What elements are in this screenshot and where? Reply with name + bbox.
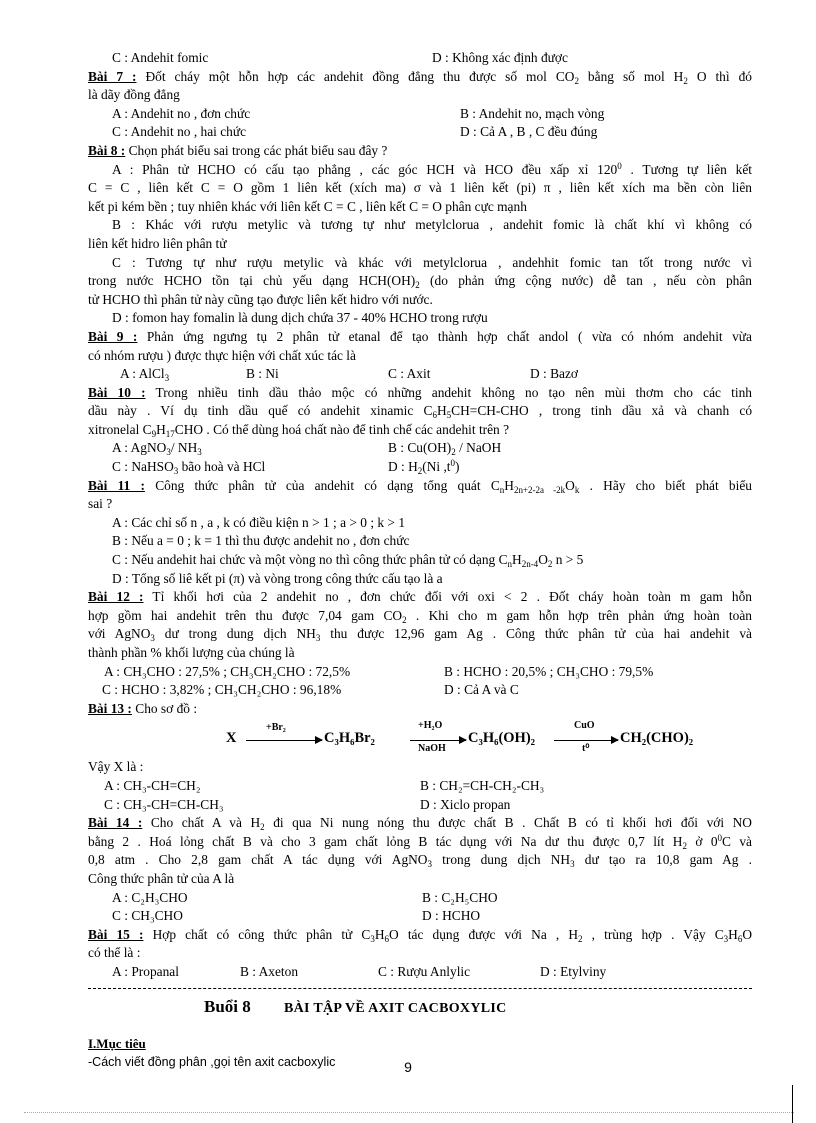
b8-label: Bài 8 : [88, 142, 126, 158]
b11-option-a: A : Các chỉ số n , a , k có điều kiện n > 1 ; a > 0 ; k > 1 [112, 514, 406, 530]
b11-option-d: D : Tổng số liê kết pi (π) và vòng trong công thức cấu tạo là a [112, 570, 443, 586]
b13-option-b: B : CH₂=CH-CH₂-CH₃ [420, 777, 545, 793]
b7-option-d: D : Cả A , B , C đều đúng [460, 124, 598, 140]
page-bottom-border [24, 1112, 794, 1113]
b10-question-cont1: dầu này . Ví dụ tinh dầu quế có andehit xinamic $C_6H_5CH=CH$-CHO , trong tinh dầu xả và chanh có [88, 403, 753, 421]
b10-option-d: D : $H_2(Ni$ $,t^0$) [388, 458, 460, 477]
q6-options-row [88, 49, 752, 68]
scheme-arrow-1 [246, 740, 322, 741]
b14-option-c: C : CH₃CHO [112, 908, 183, 924]
b15-label: Bài 15 : [88, 926, 144, 942]
b8-option-c: C : Tương tự như rượu metylic và khác với metylclorua , andehhit fomic tan tốt trong nước vì [112, 254, 752, 270]
scheme-product-3: CH₂(CHO)₂ [620, 730, 694, 747]
b12-option-d: D : Cả A và C [444, 682, 519, 698]
b11-question: Bài 11 : Công thức phân tử của andehit có dạng tổng quát $C_nH_{2n+2-2a -2k}O_k$ . Hãy cho biết phát biểu [88, 477, 752, 495]
page-number: 9 [404, 1059, 412, 1075]
b12-option-b: B : HCHO : 20,5% ; CH₃CHO : 79,5% [444, 663, 654, 679]
b8-option-c-cont2: tử HCHO thì phân tử này cũng tạo được liên kết hidro với nước. [88, 291, 433, 307]
session-title: Buổi 8 [204, 996, 251, 1016]
b11-option-b: B : Nếu a = 0 ; k = 1 thì thu được andehit no , đơn chức [112, 533, 410, 549]
q6-option-d: D : Không xác định được [432, 50, 568, 65]
b7-label: Bài 7 : [88, 68, 137, 84]
b8-option-a: A : Phân tử HCHO có cấu tạo phẳng , các góc HCH và HCO đều xấp xỉ $120^0$ . Tương tự liên kết [112, 160, 752, 177]
b13-options-row-1 [88, 777, 752, 796]
b15-option-b: B : Axeton [240, 963, 299, 979]
b9-option-c: C : Axit [388, 366, 431, 382]
b8-question: Bài 8 : Chọn phát biểu sai trong các phát biểu sau đây ? [88, 142, 388, 158]
b9-question-cont: có nhóm rượu ) được thực hiện với chất xúc tác là [88, 347, 356, 363]
b13-reaction-scheme [88, 718, 752, 758]
b15-question-cont: có thể là : [88, 945, 141, 961]
b12-options-row-1 [88, 663, 752, 682]
b13-question: Bài 13 : Cho sơ đồ : [88, 700, 198, 716]
b10-options-row-1 [88, 439, 752, 458]
b11-question-cont: sai ? [88, 496, 113, 512]
objectives-item: -Cách viết đồng phân ,gọi tên axit cacboxylic [88, 1055, 336, 1070]
b14-options-row-1 [88, 889, 752, 908]
b12-option-a: A : CH₃CHO : 27,5% ; CH₃CH₂CHO : 72,5% [104, 663, 351, 679]
b14-label: Bài 14 : [88, 815, 143, 831]
b7-options-row-2 [88, 123, 752, 142]
scheme-reagent-2b: NaOH [418, 743, 446, 755]
b12-question-cont2: với AgNO$_3$ dư trong dung dịch $NH_3$ thu được 12,96 gam Ag . Công thức phân tử của hai andehit và [88, 626, 752, 644]
b13-option-a: A : CH₃-CH=CH₂ [104, 777, 201, 793]
b15-option-c: C : Rượu Anlylic [378, 963, 471, 979]
b13-label: Bài 13 : [88, 700, 132, 716]
b12-label: Bài 12 : [88, 589, 144, 605]
b7-option-b: B : Andehit no, mạch vòng [460, 105, 605, 121]
b9-option-b: B : Ni [246, 366, 279, 382]
b8-option-a-cont2: kết pi kém bền ; tuy nhiên khác với liên kết C = C , liên kết C = O phân cực mạnh [88, 198, 527, 214]
q6-option-c: C : Andehit fomic [112, 50, 209, 65]
b8-option-b: B : Khác với rượu metylic và tương tự như metylclorua , andehit fomic là chất khí vì không có [112, 217, 752, 233]
b14-option-a: A : C₂H₃CHO [112, 889, 188, 905]
b8-option-b-cont: liên kết hidro liên phân tử [88, 235, 227, 251]
b10-option-c: C : NaHSO$_3$ bão hoà và HCl [112, 459, 266, 477]
b10-option-a: A : AgNO$_3$/ $NH_3$ [112, 440, 202, 458]
b14-option-d: D : HCHO [422, 908, 481, 924]
b11-option-c: C : Nếu andehit hai chức và một vòng no thì công thức phân tử có dạng $C_nH_{2n-4}O_2$ n > 5 [112, 552, 584, 570]
page-edge-line [792, 1085, 793, 1123]
scheme-product-2: C₃H₆(OH)₂ [468, 730, 536, 747]
b9-label: Bài 9 : [88, 328, 138, 344]
b9-question: Bài 9 : Phản ứng ngưng tụ 2 phân tử etanal để tạo thành hợp chất andol ( vừa có nhóm andehit vừa [88, 328, 752, 344]
b9-options-row [88, 365, 752, 384]
b15-option-a: A : Propanal [112, 963, 179, 979]
b10-question-cont2: xitronelal $C_9H_{17}CHO$ . Có thể dùng hoá chất nào để tinh chế các andehit trên ? [88, 421, 510, 439]
scheme-arrow-3 [554, 740, 618, 741]
b10-options-row-2 [88, 458, 752, 477]
scheme-arrow-2 [410, 740, 466, 741]
b12-question-cont1: hợp gồm hai andehit trên thu được 7,04 gam $CO_2$ . Khi cho m gam hỗn hợp trên phản ứng hoàn toàn [88, 607, 752, 625]
b10-question: Bài 10 : Trong nhiều tinh dầu thảo mộc có những andehit không no tạo nên mùi thơm cho các tinh [88, 384, 752, 400]
b13-option-d: D : Xiclo propan [420, 796, 511, 812]
section-divider [88, 988, 752, 989]
b14-question: Bài 14 : Cho chất A và $H_2$ đi qua Ni nung nóng thu được chất B . Chất B có tỉ khối hơi đối với NO [88, 815, 752, 833]
b15-options-row [88, 963, 752, 982]
b13-options-row-2 [88, 796, 752, 815]
b14-question-cont1: bằng 2 . Hoá lỏng chất B và cho 3 gam chất lỏng B tác dụng với Na dư thu được 0,7 lít $H_2$ ở $0^0C$ và [88, 832, 752, 851]
b15-option-d: D : Etylviny [540, 963, 607, 979]
b8-option-c-cont1: trong nước HCHO tồn tại chủ yếu dạng $HCH(OH)_2$ (do phản ứng cộng nước) dễ tan , nếu còn phân [88, 273, 752, 291]
b13-option-c: C : CH₃-CH=CH-CH₃ [104, 796, 224, 812]
b7-option-a: A : Andehit no , đơn chức [112, 105, 251, 121]
document-page [88, 49, 752, 1072]
scheme-reagent-2: +H₂O [418, 720, 443, 732]
b14-option-b: B : C₂H₅CHO [422, 889, 498, 905]
b12-question-cont3: thành phần % khối lượng của chúng là [88, 645, 295, 660]
b10-option-b: B : $Cu(OH)_2$ / NaOH [388, 440, 502, 458]
b12-option-c: C : HCHO : 3,82% ; CH₃CH₂CHO : 96,18% [102, 682, 342, 698]
b14-options-row-2 [88, 907, 752, 926]
b14-question-cont3: Công thức phân tử của A là [88, 870, 235, 886]
b7-options-row-1 [88, 105, 752, 124]
b12-options-row-2 [88, 681, 752, 700]
b15-question: Bài 15 : Hợp chất có công thức phân tử $C_3H_6O$ tác dụng được với Na , $H_2$ , trùng hợp . Vậy $C_3H_6O$ [88, 926, 752, 944]
scheme-reagent-3: CuO [574, 720, 595, 732]
b8-option-a-cont1: C = C , liên kết C = O gồm 1 liên kết (xích ma) σ và 1 liên kết (pi) π , liên kết xích ma bền còn liên [88, 180, 752, 196]
b10-label: Bài 10 : [88, 384, 146, 400]
b8-option-d: D : fomon hay fomalin là dung dịch chứa 37 - 40% HCHO trong rượu [112, 310, 488, 326]
b11-label: Bài 11 : [88, 477, 145, 493]
b7-question: Bài 7 : Đốt cháy một hỗn hợp các andehit đồng đẳng thu được số mol $CO_2$ bằng số mol $H_2$ O thì đó [88, 68, 752, 86]
b9-option-a: A : AlCl$_3$ [120, 366, 170, 384]
section-heading [88, 995, 752, 1027]
b13-ask: Vậy X là : [88, 759, 144, 775]
scheme-reagent-1: +Br₂ [266, 722, 286, 734]
b7-option-c: C : Andehit no , hai chức [112, 124, 247, 140]
session-subtitle: BÀI TẬP VỀ AXIT CACBOXYLIC [284, 1000, 507, 1016]
b7-question-cont: là dãy đồng đẳng [88, 87, 180, 103]
scheme-x: X [226, 730, 237, 747]
scheme-product-1: C₃H₆Br₂ [324, 730, 375, 747]
scheme-reagent-3b: t⁰ [582, 743, 590, 755]
objectives-heading: I.Mục tiêu [88, 1035, 146, 1051]
b14-question-cont2: 0,8 atm . Cho 2,8 gam chất A tác dụng với AgNO$_3$ trong dung dịch $NH_3$ dư tạo ra 10,8 gam Ag . [88, 852, 752, 870]
b9-option-d: D : Bazơ [530, 366, 578, 382]
b12-question: Bài 12 : Tỉ khối hơi của 2 andehit no , đơn chức đối với oxi < 2 . Đốt cháy hoàn toàn m gam hỗn [88, 589, 752, 605]
